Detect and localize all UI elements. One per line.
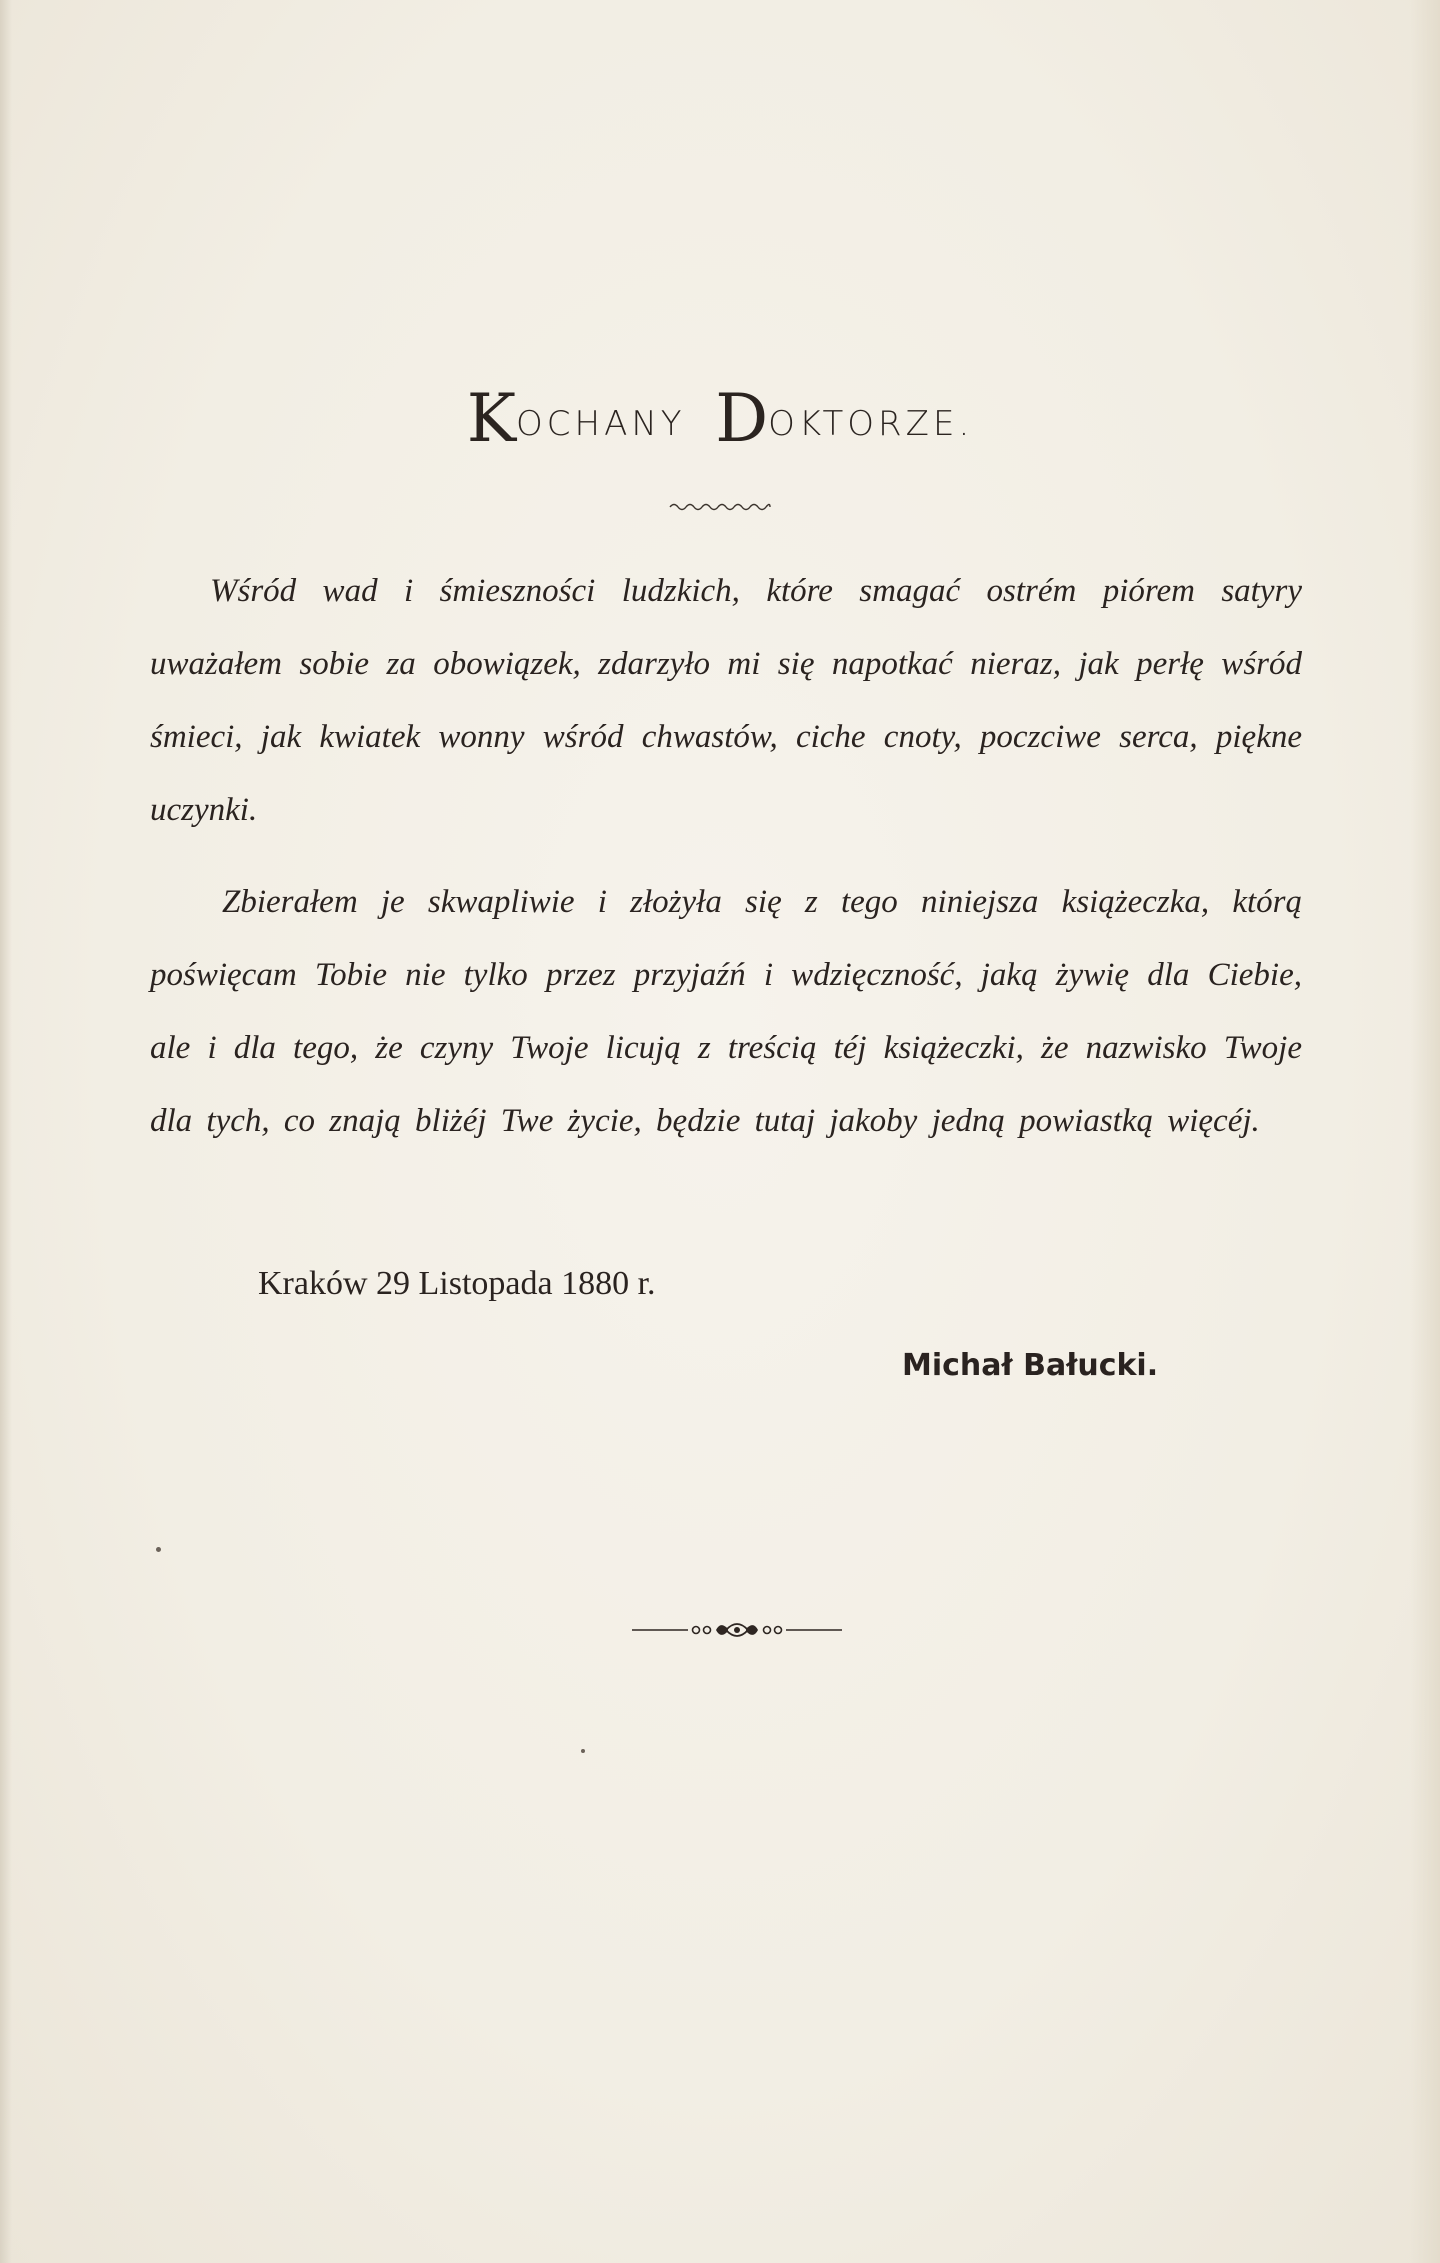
page-right-edge [1410, 0, 1440, 2263]
paper-speck [156, 1547, 161, 1552]
paper-speck [581, 1749, 585, 1753]
date-line: Kraków 29 Listopada 1880 r. [258, 1265, 656, 1302]
page-left-edge [0, 0, 12, 2263]
title-word-2-rest: OKTORZE. [768, 404, 974, 444]
title-word-1-rest: OCHANY [516, 404, 686, 444]
title-initial-k: K [466, 380, 517, 457]
tailpiece-ornament [630, 1618, 844, 1642]
title-initial-d: D [715, 380, 769, 457]
dedication-paragraph-1: Wśród wad i śmieszności ludzkich, które smagać ostrém piórem satyry uważałem sobie za obowiązek, zdarzyło mi się napotkać nieraz, jak perłę wśród śmieci, jak kwiatek wonny wśród chwastów, ciche cnoty, poczciwe serca, piękne uczynki. [150, 573, 1302, 828]
wavy-rule-ornament [668, 500, 772, 514]
dedication-paragraph-2: Zbierałem je skwapliwie i złożyła się z tego niniejsza książeczka, którą poświęcam Tobie nie tylko przez przyjaźń i wdzięczność, jaką żywię dla Ciebie, ale i dla tego, że czyny Twoje licują z treścią téj książeczki, że nazwisko Twoje dla tych, co znają bliżéj Twe życie, będzie tutaj jakoby jedną powiastką więcéj. [150, 884, 1302, 1139]
author-signature: Michał Bałucki. [902, 1348, 1159, 1383]
page-title [0, 380, 1440, 457]
